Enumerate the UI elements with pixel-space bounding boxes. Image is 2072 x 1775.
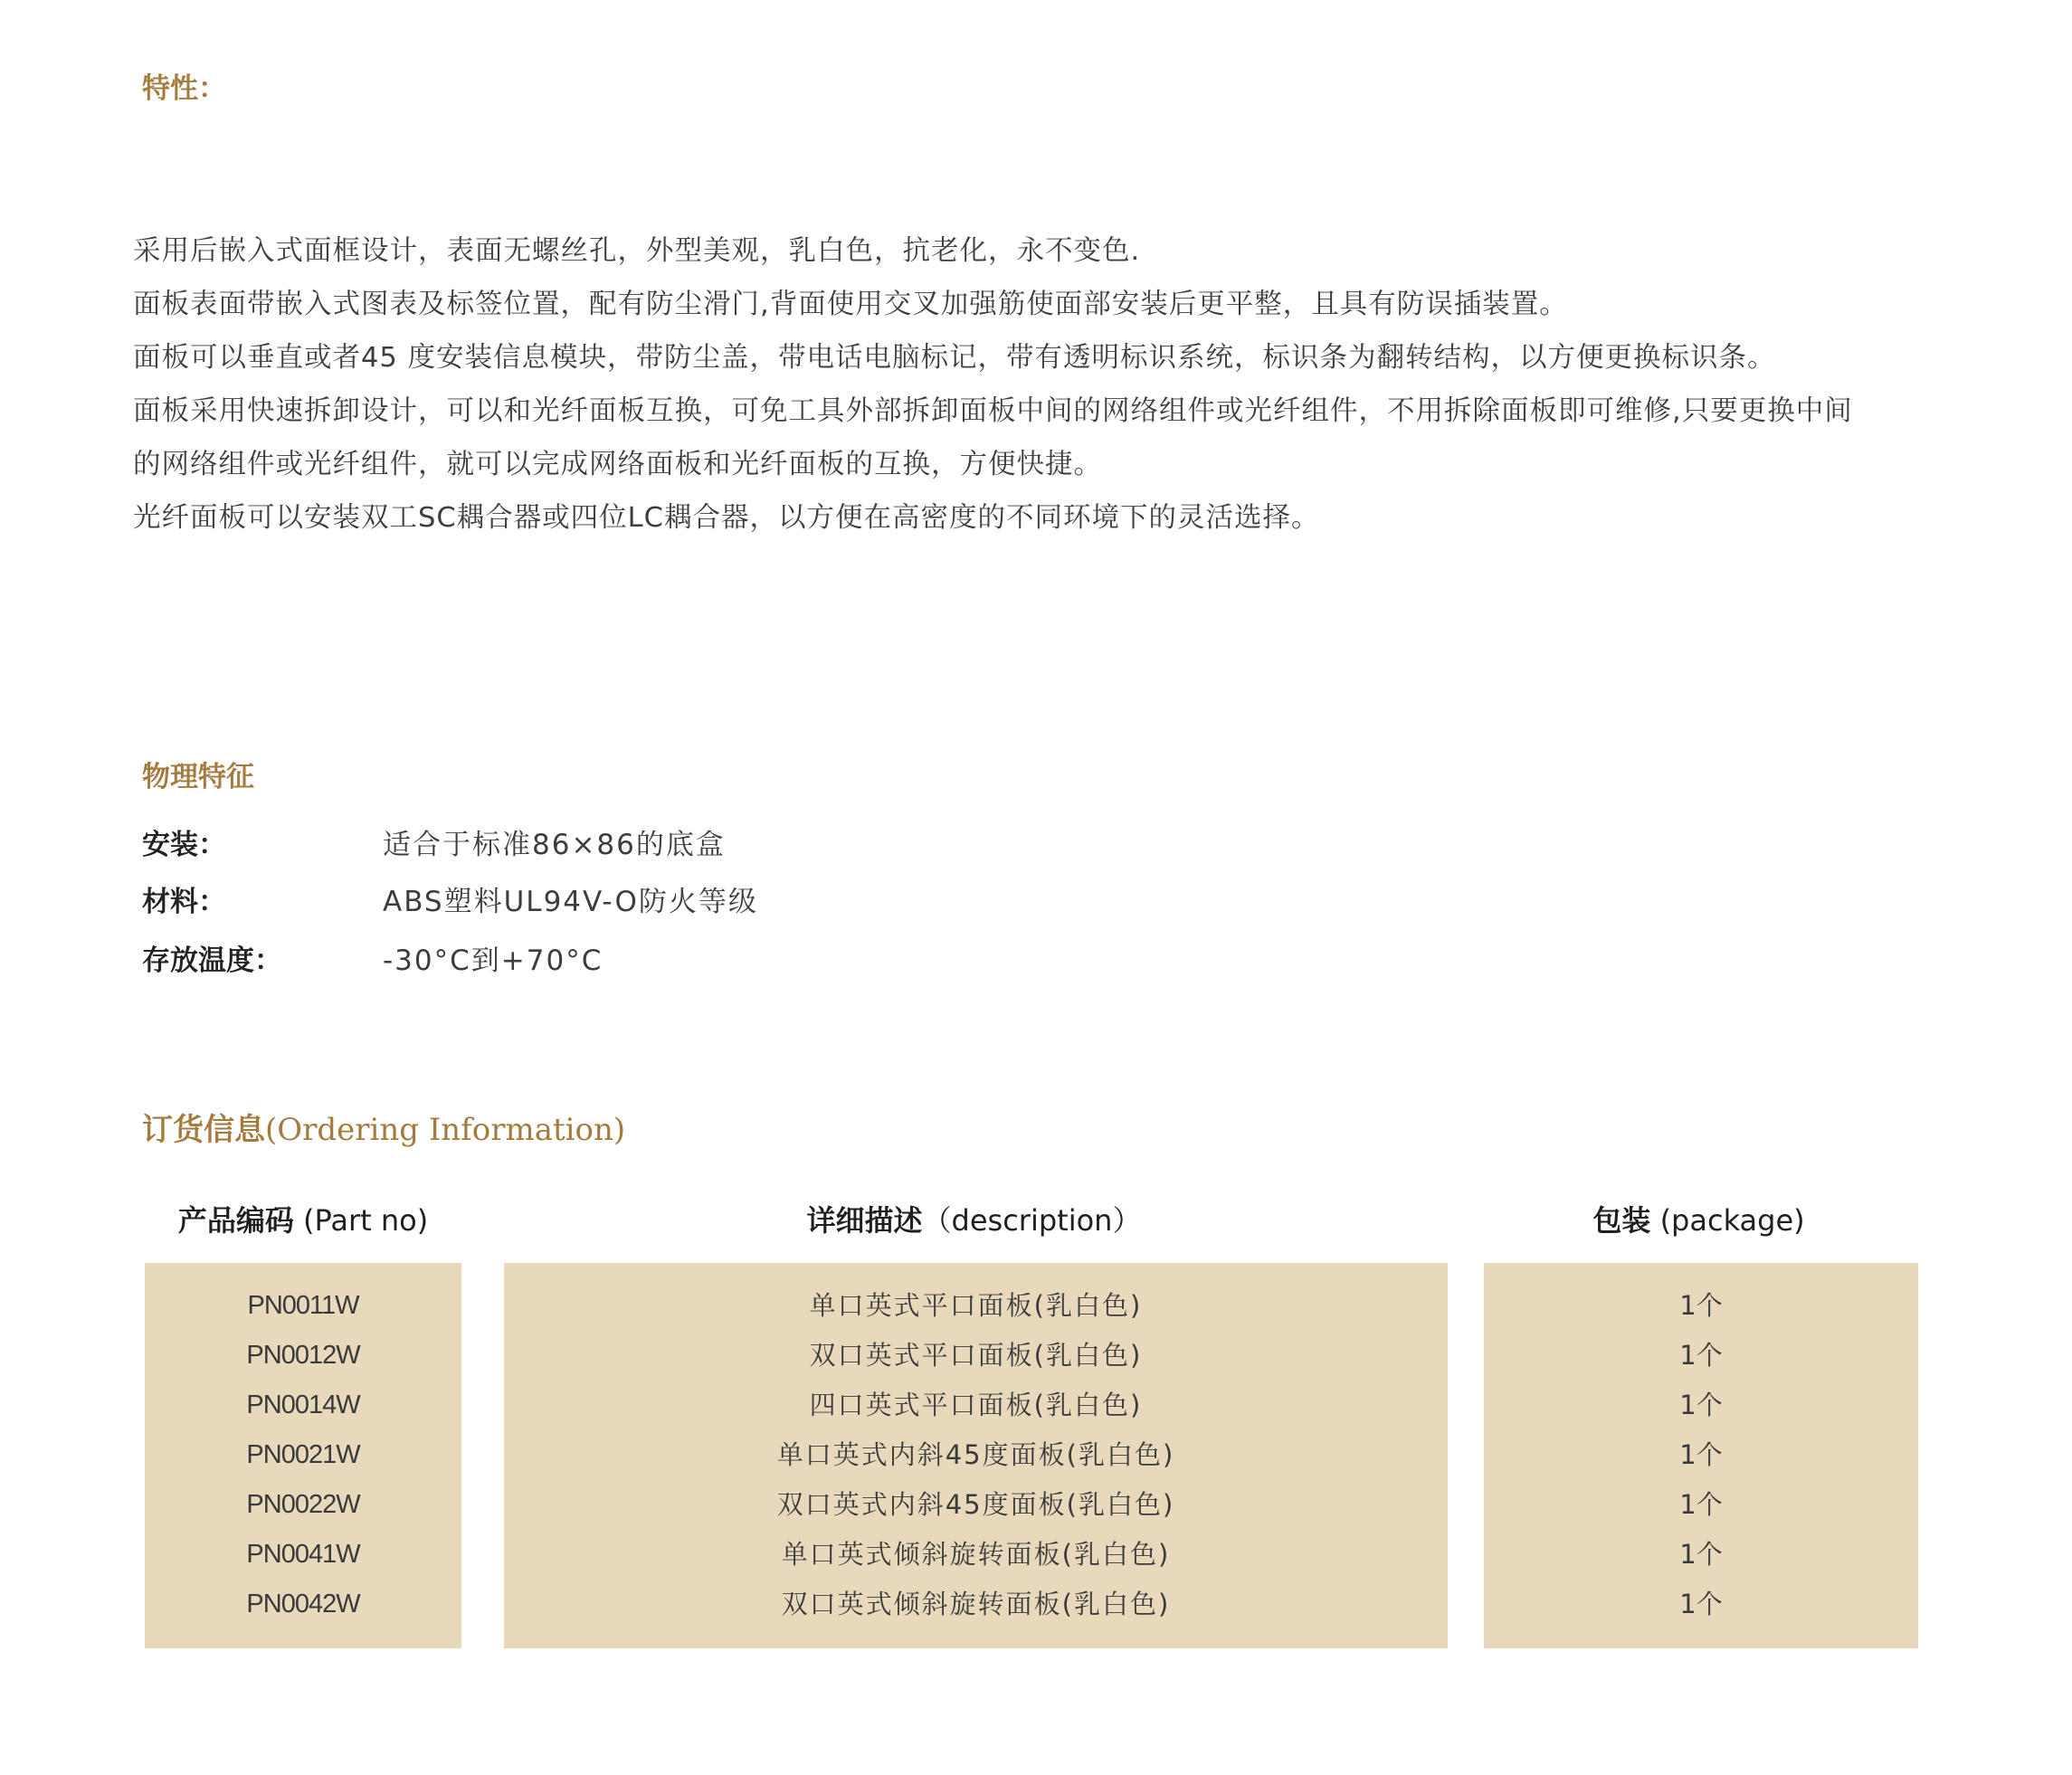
part-no-cell: PN0011W	[247, 1291, 359, 1320]
part-no-cell: PN0012W	[246, 1341, 360, 1370]
description-cell: 双口英式平口面板(乳白色)	[809, 1340, 1143, 1371]
spec-label: 安装：	[142, 829, 226, 861]
feature-line: 面板可以垂直或者45 度安装信息模块，带防尘盖，带电话电脑标记，带有透明标识系统，标识条为翻转结构，以方便更换标识条。	[133, 342, 1776, 374]
column-header-package	[1484, 1198, 1914, 1239]
feature-line: 采用后嵌入式面框设计，表面无螺丝孔，外型美观，乳白色，抗老化，永不变色.	[133, 235, 1141, 267]
description-cell: 单口英式内斜45度面板(乳白色)	[776, 1439, 1175, 1470]
spec-value: ABS塑料UL94V-O防火等级	[383, 886, 758, 918]
description-cell: 单口英式平口面板(乳白色)	[809, 1290, 1143, 1321]
spec-value: -30°C到+70°C	[383, 944, 604, 977]
spec-label: 存放温度：	[142, 944, 282, 977]
part-no-cell: PN0021W	[246, 1440, 360, 1469]
package-cell: 1个	[1679, 1290, 1723, 1321]
header-zh: 包装	[1592, 1203, 1651, 1238]
feature-line: 面板采用快速拆卸设计，可以和光纤面板互换，可免工具外部拆卸面板中间的网络组件或光纤组件，不用拆除面板即可维修,只要更换中间	[133, 395, 1853, 427]
package-column	[1484, 1263, 1918, 1648]
header-en: （description）	[922, 1203, 1142, 1238]
part-no-cell: PN0042W	[246, 1590, 360, 1618]
physical-title: 物理特征	[142, 761, 254, 793]
ordering-title-en: (Ordering Information)	[265, 1112, 626, 1148]
description-cell: 双口英式内斜45度面板(乳白色)	[776, 1489, 1175, 1520]
header-en: (Part no)	[293, 1203, 429, 1238]
ordering-title-zh: 订货信息	[142, 1112, 265, 1148]
part-no-cell: PN0041W	[246, 1540, 360, 1569]
header-en: (package)	[1650, 1203, 1805, 1238]
description-cell: 单口英式倾斜旋转面板(乳白色)	[781, 1539, 1171, 1570]
spec-label: 材料：	[142, 886, 226, 918]
features-text	[133, 224, 1970, 545]
feature-line: 面板表面带嵌入式图表及标签位置，配有防尘滑门,背面使用交叉加强筋使面部安装后更平整，且具有防误插装置。	[133, 289, 1568, 320]
package-cell: 1个	[1679, 1390, 1723, 1420]
part-no-cell: PN0014W	[246, 1391, 360, 1419]
description-column	[504, 1263, 1448, 1648]
part-no-column	[145, 1263, 461, 1648]
column-header-part-no	[145, 1198, 461, 1239]
feature-line: 光纤面板可以安装双工SC耦合器或四位LC耦合器，以方便在高密度的不同环境下的灵活选择。	[133, 502, 1320, 534]
features-title: 特性：	[142, 72, 226, 105]
package-cell: 1个	[1679, 1589, 1723, 1619]
part-no-cell: PN0022W	[246, 1490, 360, 1519]
ordering-title	[142, 1105, 625, 1149]
header-zh: 详细描述	[806, 1203, 923, 1238]
package-cell: 1个	[1679, 1439, 1723, 1470]
package-cell: 1个	[1679, 1489, 1723, 1520]
header-zh: 产品编码	[177, 1203, 294, 1238]
spec-value: 适合于标准86×86的底盒	[383, 829, 726, 861]
feature-line: 的网络组件或光纤组件，就可以完成网络面板和光纤面板的互换，方便快捷。	[133, 449, 1102, 480]
description-cell: 四口英式平口面板(乳白色)	[809, 1390, 1143, 1420]
package-cell: 1个	[1679, 1539, 1723, 1570]
package-cell: 1个	[1679, 1340, 1723, 1371]
column-header-description	[502, 1198, 1446, 1239]
description-cell: 双口英式倾斜旋转面板(乳白色)	[781, 1589, 1171, 1619]
